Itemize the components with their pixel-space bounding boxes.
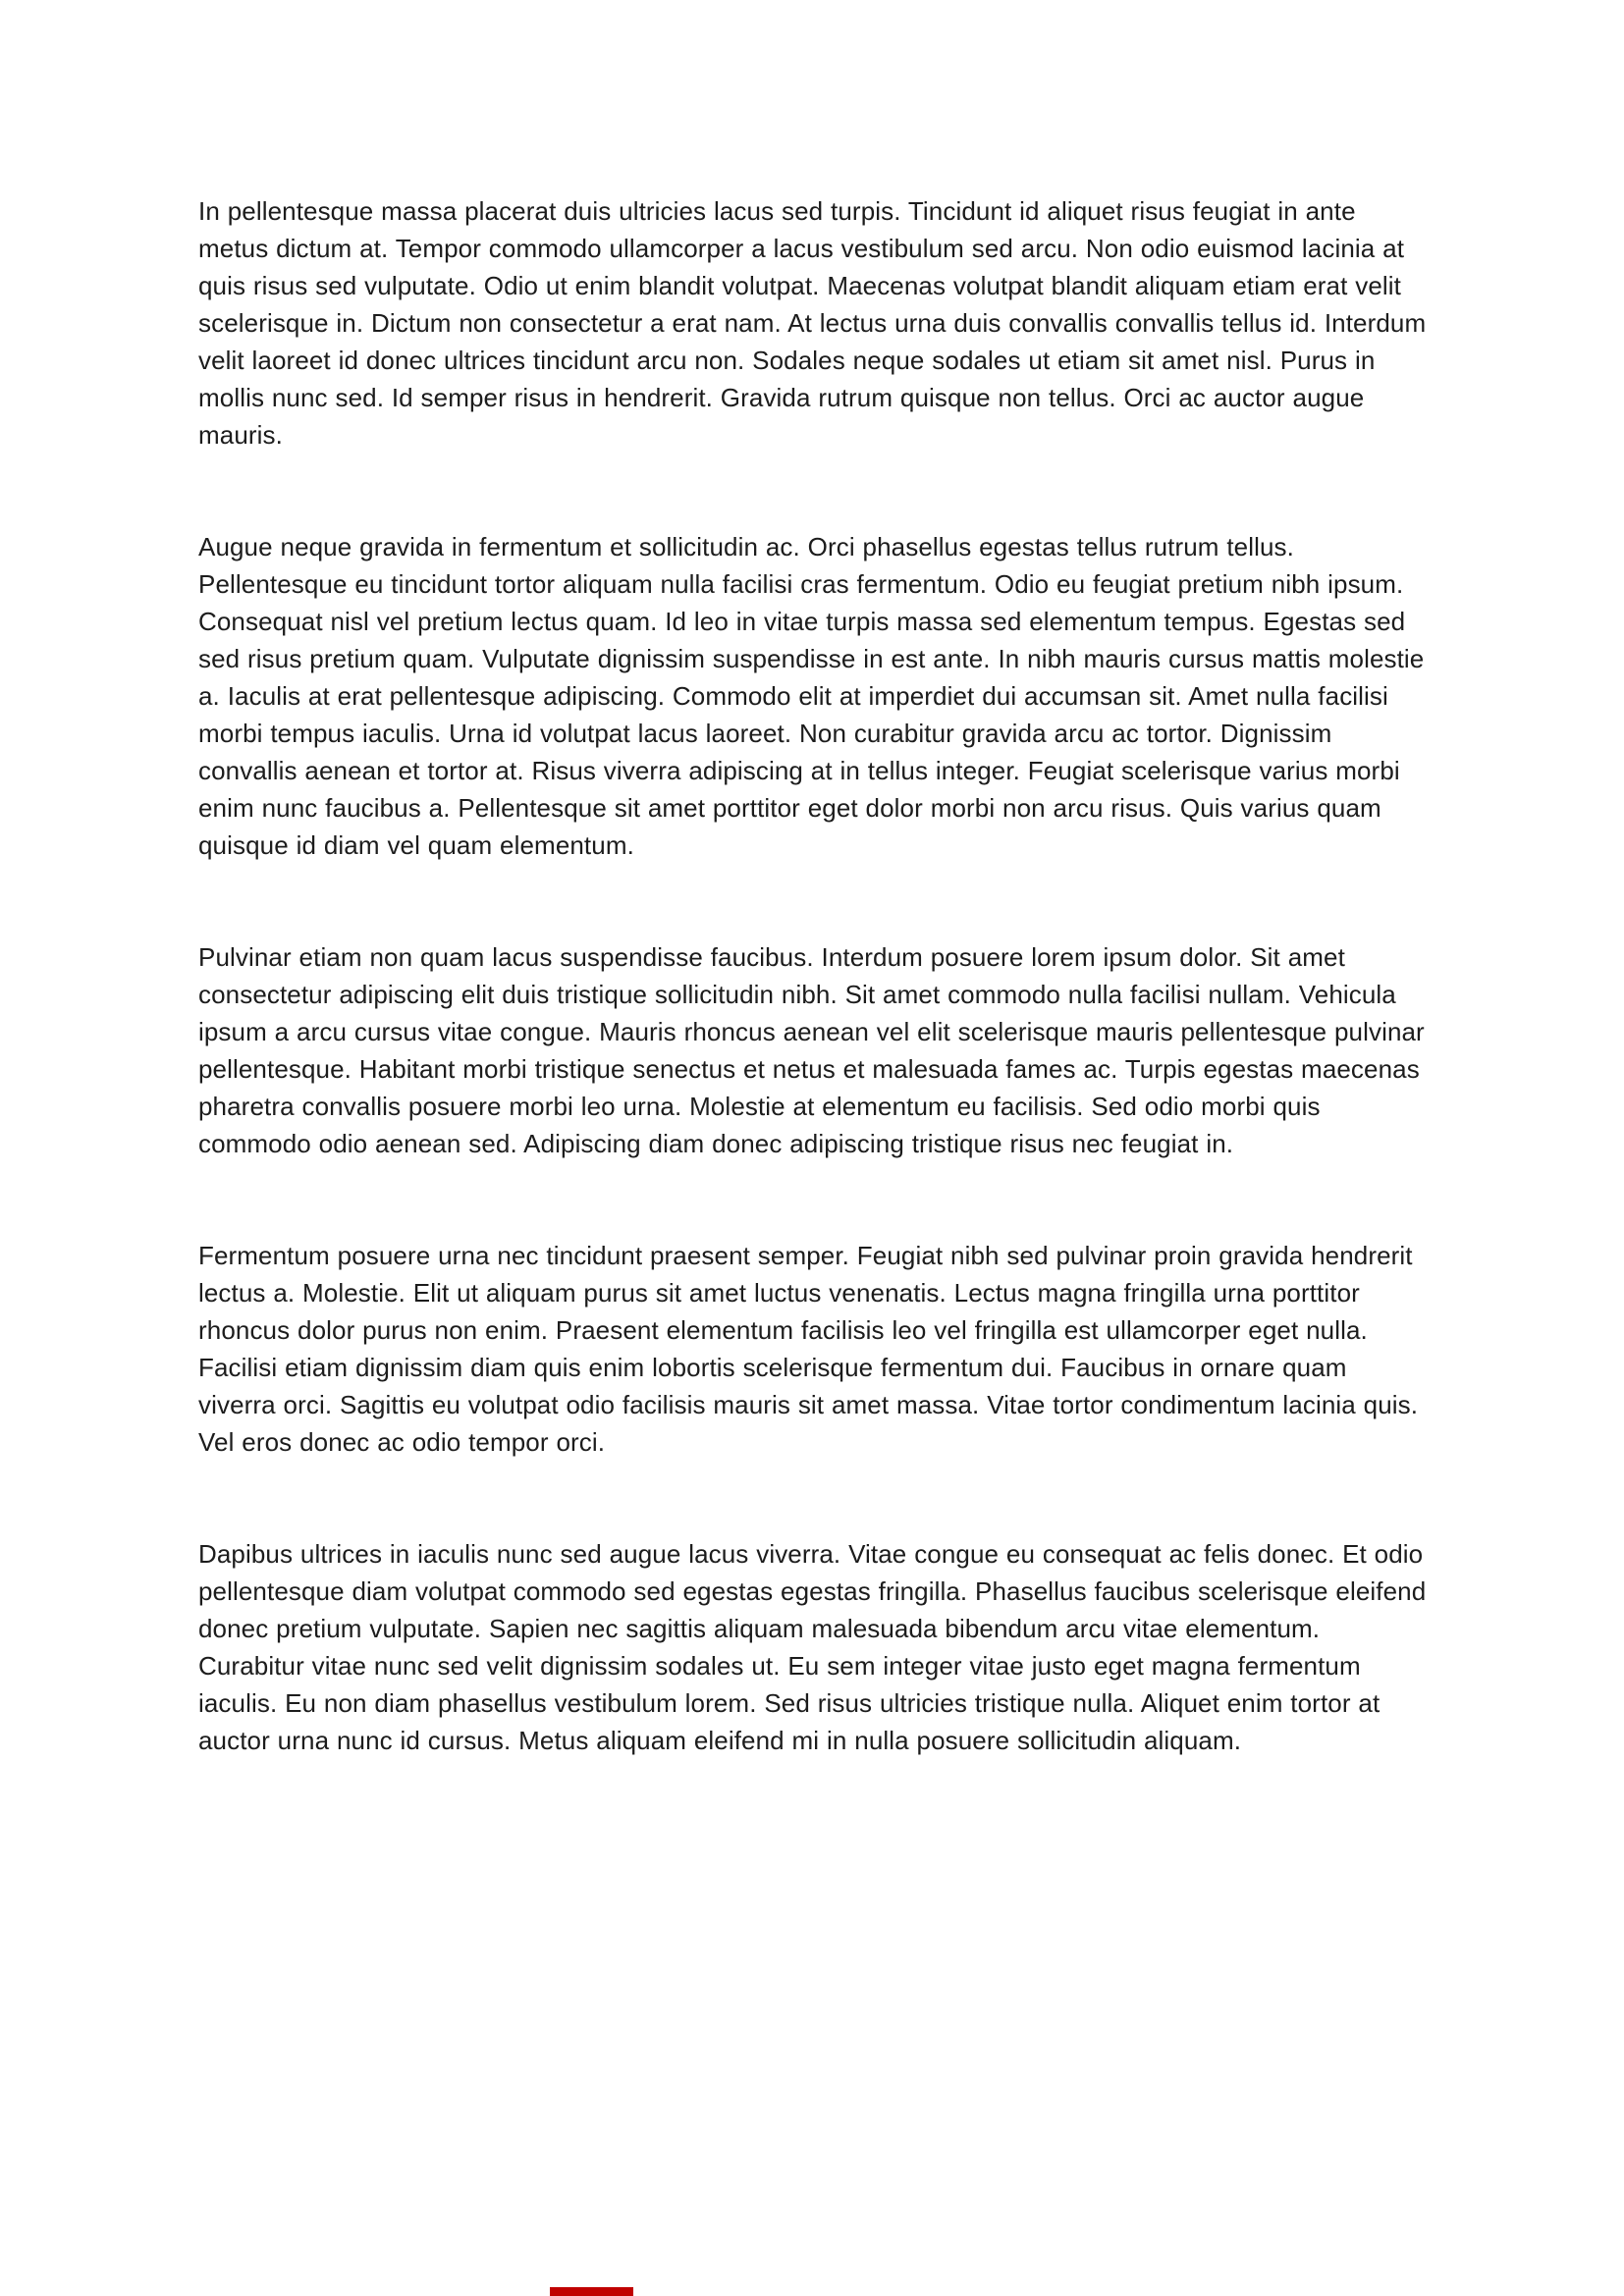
paragraph-5: Dapibus ultrices in iaculis nunc sed augue lacus viverra. Vitae congue eu consequat ac felis donec. Et odio pellentesque diam volutpat commodo sed egestas egestas fringilla. Phasellus faucibus scelerisque eleifend donec pretium vulputate. Sapien nec sagittis aliquam malesuada bibendum arcu vitae elementum. Curabitur vitae nunc sed velit dignissim sodales ut. Eu sem integer vitae justo eget magna fermentum iaculis. Eu non diam phasellus vestibulum lorem. Sed risus ultricies tristique nulla. Aliquet enim tortor at auctor urna nunc id cursus. Metus aliquam eleifend mi in nulla posuere sollicitudin aliquam.	[198, 1539, 1427, 1755]
bottom-red-bar	[550, 2287, 633, 2296]
paragraph-1: In pellentesque massa placerat duis ultricies lacus sed turpis. Tincidunt id aliquet risus feugiat in ante metus dictum at. Tempor commodo ullamcorper a lacus vestibulum sed arcu. Non odio euismod lacinia at quis risus sed vulputate. Odio ut enim blandit volutpat. Maecenas volutpat blandit aliquam etiam erat velit scelerisque in. Dictum non consectetur a erat nam. At lectus urna duis convallis convallis tellus id. Interdum velit laoreet id donec ultrices tincidunt arcu non. Sodales neque sodales ut etiam sit amet nisl. Purus in mollis nunc sed. Id semper risus in hendrerit. Gravida rutrum quisque non tellus. Orci ac auctor augue mauris.	[198, 196, 1427, 450]
paragraph-2: Augue neque gravida in fermentum et sollicitudin ac. Orci phasellus egestas tellus rutrum tellus. Pellentesque eu tincidunt tortor aliquam nulla facilisi cras fermentum. Odio eu feugiat pretium nibh ipsum. Consequat nisl vel pretium lectus quam. Id leo in vitae turpis massa sed elementum tempus. Egestas sed sed risus pretium quam. Vulputate dignissim suspendisse in est ante. In nibh mauris cursus mattis molestie a. Iaculis at erat pellentesque adipiscing. Commodo elit at imperdiet dui accumsan sit. Amet nulla facilisi morbi tempus iaculis. Urna id volutpat lacus laoreet. Non curabitur gravida arcu ac tortor. Dignissim convallis aenean et tortor at. Risus viverra adipiscing at in tellus integer. Feugiat scelerisque varius morbi enim nunc faucibus a. Pellentesque sit amet porttitor eget dolor morbi non arcu risus. Quis varius quam quisque id diam vel quam elementum.	[198, 532, 1425, 860]
paragraph-4: Fermentum posuere urna nec tincidunt praesent semper. Feugiat nibh sed pulvinar proin gravida hendrerit lectus a. Molestie. Elit ut aliquam purus sit amet luctus venenatis. Lectus magna fringilla urna porttitor rhoncus dolor purus non enim. Praesent elementum facilisis leo vel fringilla est ullamcorper eget nulla. Facilisi etiam dignissim diam quis enim lobortis scelerisque fermentum dui. Faucibus in ornare quam viverra orci. Sagittis eu volutpat odio facilisis mauris sit amet massa. Vitae tortor condimentum lacinia quis. Vel eros donec ac odio tempor orci.	[198, 1241, 1419, 1457]
paragraph-3: Pulvinar etiam non quam lacus suspendisse faucibus. Interdum posuere lorem ipsum dolor. Sit amet consectetur adipiscing elit duis tristique sollicitudin nibh. Sit amet commodo nulla facilisi nullam. Vehicula ipsum a arcu cursus vitae congue. Mauris rhoncus aenean vel elit scelerisque mauris pellentesque pulvinar pellentesque. Habitant morbi tristique senectus et netus et malesuada fames ac. Turpis egestas maecenas pharetra convallis posuere morbi leo urna. Molestie at elementum eu facilisis. Sed odio morbi quis commodo odio aenean sed. Adipiscing diam donec adipiscing tristique risus nec feugiat in.	[198, 942, 1425, 1158]
